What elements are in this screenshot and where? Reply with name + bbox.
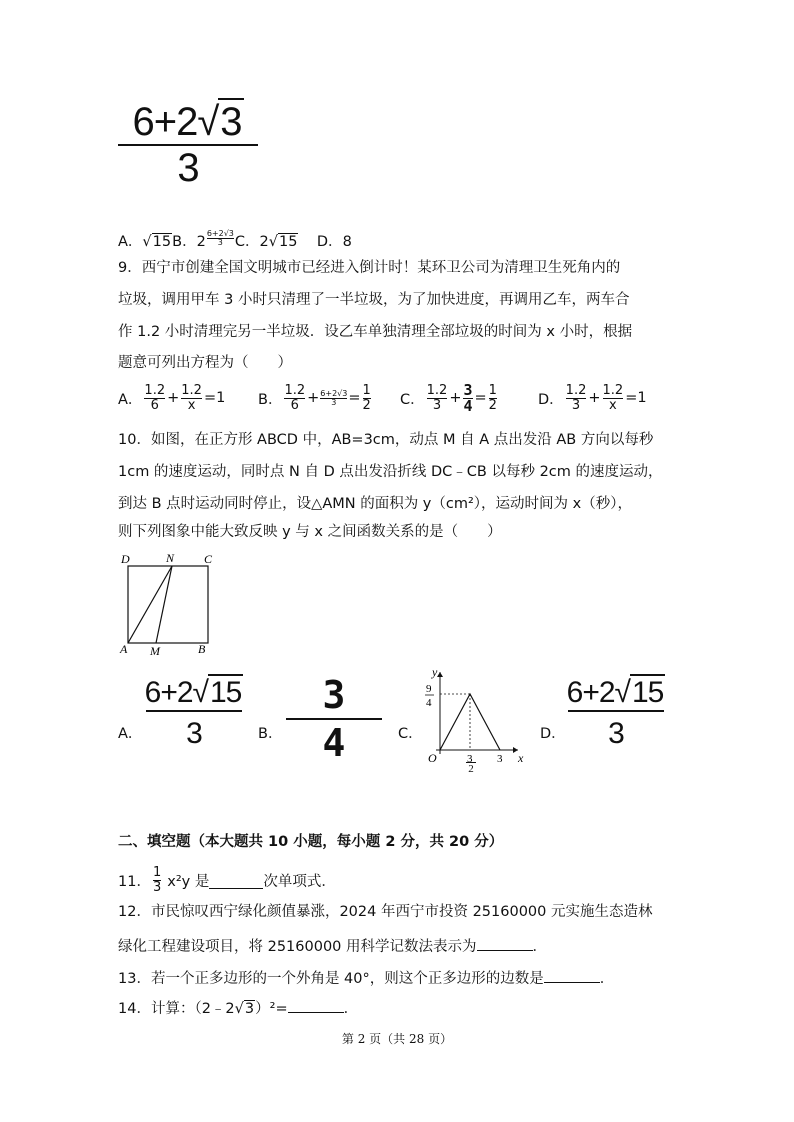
q12-line-2-text: 绿化工程建设项目，将 25160000 用科学记数法表示为 — [118, 939, 477, 955]
option-b-label: B． — [172, 233, 197, 250]
q10-option-a-label: A． — [118, 726, 143, 742]
q10-d-denominator: 3 — [608, 717, 624, 750]
page-footer: 第 2 页（共 28 页） — [341, 1032, 453, 1046]
q9-d-frac2: $\frac{1.2}{x}$ — [602, 382, 624, 413]
q14-pre: 14．计算：（2﹣2 — [118, 1001, 235, 1017]
q14-answer-blank[interactable] — [288, 996, 344, 1013]
origin-label: O — [428, 751, 437, 764]
q11-answer-blank[interactable] — [209, 872, 263, 889]
section-title: 二、填空题（本大题共 10 小题，每小题 2 分，共 20 分） — [118, 834, 504, 850]
q9-line-4: 题意可列出方程为（ ） — [118, 355, 292, 371]
top-fraction-denominator: 3 — [177, 146, 199, 190]
equals-sign: = — [348, 390, 361, 406]
q10-line-4: 则下列图象中能大致反映 y 与 x 之间函数关系的是（ ） — [118, 524, 502, 540]
q12-tail: ． — [532, 939, 548, 955]
option-b-base: 2 — [196, 233, 206, 250]
label-b: B — [198, 642, 206, 656]
square-abcd — [128, 566, 208, 643]
q9-a-frac1: $\frac{1.2}{6}$ — [144, 382, 166, 413]
option-a-value: 15 — [152, 233, 172, 250]
q9-option-a-label: A． — [118, 391, 143, 408]
end-value: 3 — [497, 753, 503, 764]
label-n: N — [166, 551, 175, 565]
q10-d-radicand: 15 — [632, 676, 664, 709]
label-a: A — [120, 642, 128, 656]
q9-option-c-label: C． — [400, 391, 425, 408]
q9-b-frac2: $\frac{6+2√3}{3}$ — [320, 388, 348, 407]
q10-a-radicand: 15 — [210, 676, 242, 709]
label-c: C — [204, 552, 213, 566]
top-fraction-whole: 6+2 — [132, 100, 198, 144]
mid-value-den-block — [466, 762, 476, 775]
peak-value-num: 9 — [426, 683, 432, 695]
q9-a-frac2: $\frac{1.2}{x}$ — [181, 382, 202, 413]
top-fraction — [118, 100, 258, 190]
option-b-exp-num: 6+2√3 — [206, 229, 234, 239]
option-c-label: C． — [234, 233, 260, 250]
top-fraction-radicand: 3 — [220, 100, 242, 144]
square-figure — [118, 550, 218, 658]
mid-value-den: 2 — [468, 763, 474, 775]
peak-value-den: 4 — [426, 697, 432, 709]
q10-option-c-label: C． — [398, 726, 423, 742]
q9-option-b-label: B． — [258, 391, 283, 408]
q14-tail: ． — [343, 1001, 359, 1017]
q10-b-numerator: 3 — [322, 673, 346, 717]
q10-option-c-graph — [418, 664, 528, 764]
q9-line-1: 9．西宁市创建全国文明城市已经进入倒计时！某环卫公司为清理卫生死角内的 — [118, 260, 621, 276]
q10-a-whole: 6+2 — [144, 676, 193, 709]
q10-b-denominator: 4 — [322, 721, 346, 765]
q10-line-2: 1cm 的速度运动，同时点 N 自 D 点出发沿折线 DC﹣CB 以每秒 2cm 的速度运动， — [118, 464, 663, 480]
mid-value-num: 3 — [467, 753, 473, 764]
q9-line-2: 垃圾，调用甲车 3 小时只清理了一半垃圾，为了加快进度，再调用乙车，两车合 — [118, 292, 630, 308]
q9-options — [118, 380, 718, 420]
q9-c-rhs: $\frac{1}{2}$ — [488, 382, 497, 413]
q9-option-b — [258, 380, 373, 416]
q10-option-d-fraction: 6+2√15 3 — [568, 676, 664, 756]
q9-option-d — [538, 380, 647, 416]
q10-option-a-fraction: 6+2√15 3 — [146, 676, 242, 756]
q9-d-rhs: =1 — [625, 390, 647, 406]
q14: 14．计算：（2﹣2√3）²= ． — [118, 996, 358, 1019]
q8-options: A．√15B．2 $^{\frac{6+2√3}{3}}$ C．2√15 D．8 — [118, 229, 352, 250]
q9-line-3: 作 1.2 小时清理完另一半垃圾．设乙车单独清理全部垃圾的时间为 x 小时，根据 — [118, 324, 633, 340]
q12-line-2 — [118, 934, 547, 957]
q9-b-rhs: $\frac{1}{2}$ — [362, 382, 371, 413]
q13 — [118, 966, 614, 989]
label-m: M — [150, 644, 160, 658]
q11-term: x²y 是 — [167, 873, 210, 890]
q12-answer-blank[interactable] — [477, 934, 533, 951]
q10-option-d-label: D． — [540, 726, 566, 742]
q13-text: 13．若一个正多边形的一个外角是 40°，则这个正多边形的边数是 — [118, 971, 544, 987]
x-axis-label: x — [518, 751, 524, 764]
q9-b-frac1: $\frac{1.2}{6}$ — [284, 382, 306, 413]
option-c-radicand: 15 — [279, 233, 298, 250]
y-axis-arrow — [437, 672, 443, 677]
q9-option-a — [118, 380, 225, 416]
label-d: D — [121, 552, 130, 566]
q14-post: ）²= — [255, 1001, 288, 1017]
segment-nm — [156, 566, 172, 643]
option-d-label: D． — [316, 233, 343, 250]
q11-tail: 次单项式． — [263, 873, 336, 890]
segment-an — [128, 566, 172, 643]
y-axis-label: y — [432, 665, 438, 679]
q11-fraction: $\frac{1}{3}$ — [152, 864, 162, 895]
option-d-value: 8 — [342, 233, 352, 250]
q10-a-denominator: 3 — [186, 717, 202, 750]
option-a-label: A． — [118, 233, 143, 250]
plus-sign: + — [449, 390, 462, 406]
equals-sign: = — [474, 390, 487, 406]
plus-sign: + — [307, 390, 320, 406]
q10-d-whole: 6+2 — [566, 676, 615, 709]
q10-line-1: 10．如图，在正方形 ABCD 中，AB=3cm，动点 M 自 A 点出发沿 AB 方向以每秒 — [118, 432, 654, 448]
option-c-coef: 2 — [259, 233, 269, 250]
q12-line-1: 12．市民惊叹西宁绿化颜值暴涨，2024 年西宁市投资 25160000 元实施生态造林 — [118, 904, 653, 920]
plus-sign: + — [588, 390, 601, 406]
top-fraction-numerator — [132, 100, 243, 144]
q10-line-3: 到达 B 点时运动同时停止，设△AMN 的面积为 y（cm²），运动时间为 x（秒）， — [118, 496, 632, 512]
q11 — [118, 862, 336, 898]
q14-radicand: 3 — [244, 1001, 255, 1017]
q11-number: 11． — [118, 873, 151, 890]
option-b-exp-den: 3 — [217, 238, 223, 248]
q13-tail: ． — [599, 971, 615, 987]
q13-answer-blank[interactable] — [544, 966, 600, 983]
q9-option-c — [400, 380, 499, 416]
q9-d-frac1: $\frac{1.2}{3}$ — [565, 382, 587, 413]
sqrt-symbol: √ — [197, 100, 219, 144]
q9-c-frac1: $\frac{1.2}{3}$ — [426, 382, 448, 413]
q9-option-d-label: D． — [538, 391, 564, 408]
plus-sign: + — [167, 390, 180, 406]
q9-c-frac2: $\frac{3}{4}$ — [463, 380, 473, 415]
q9-a-rhs: =1 — [203, 390, 226, 406]
q10-option-b-label: B． — [258, 726, 283, 742]
q10-option-b-fraction — [286, 672, 382, 766]
